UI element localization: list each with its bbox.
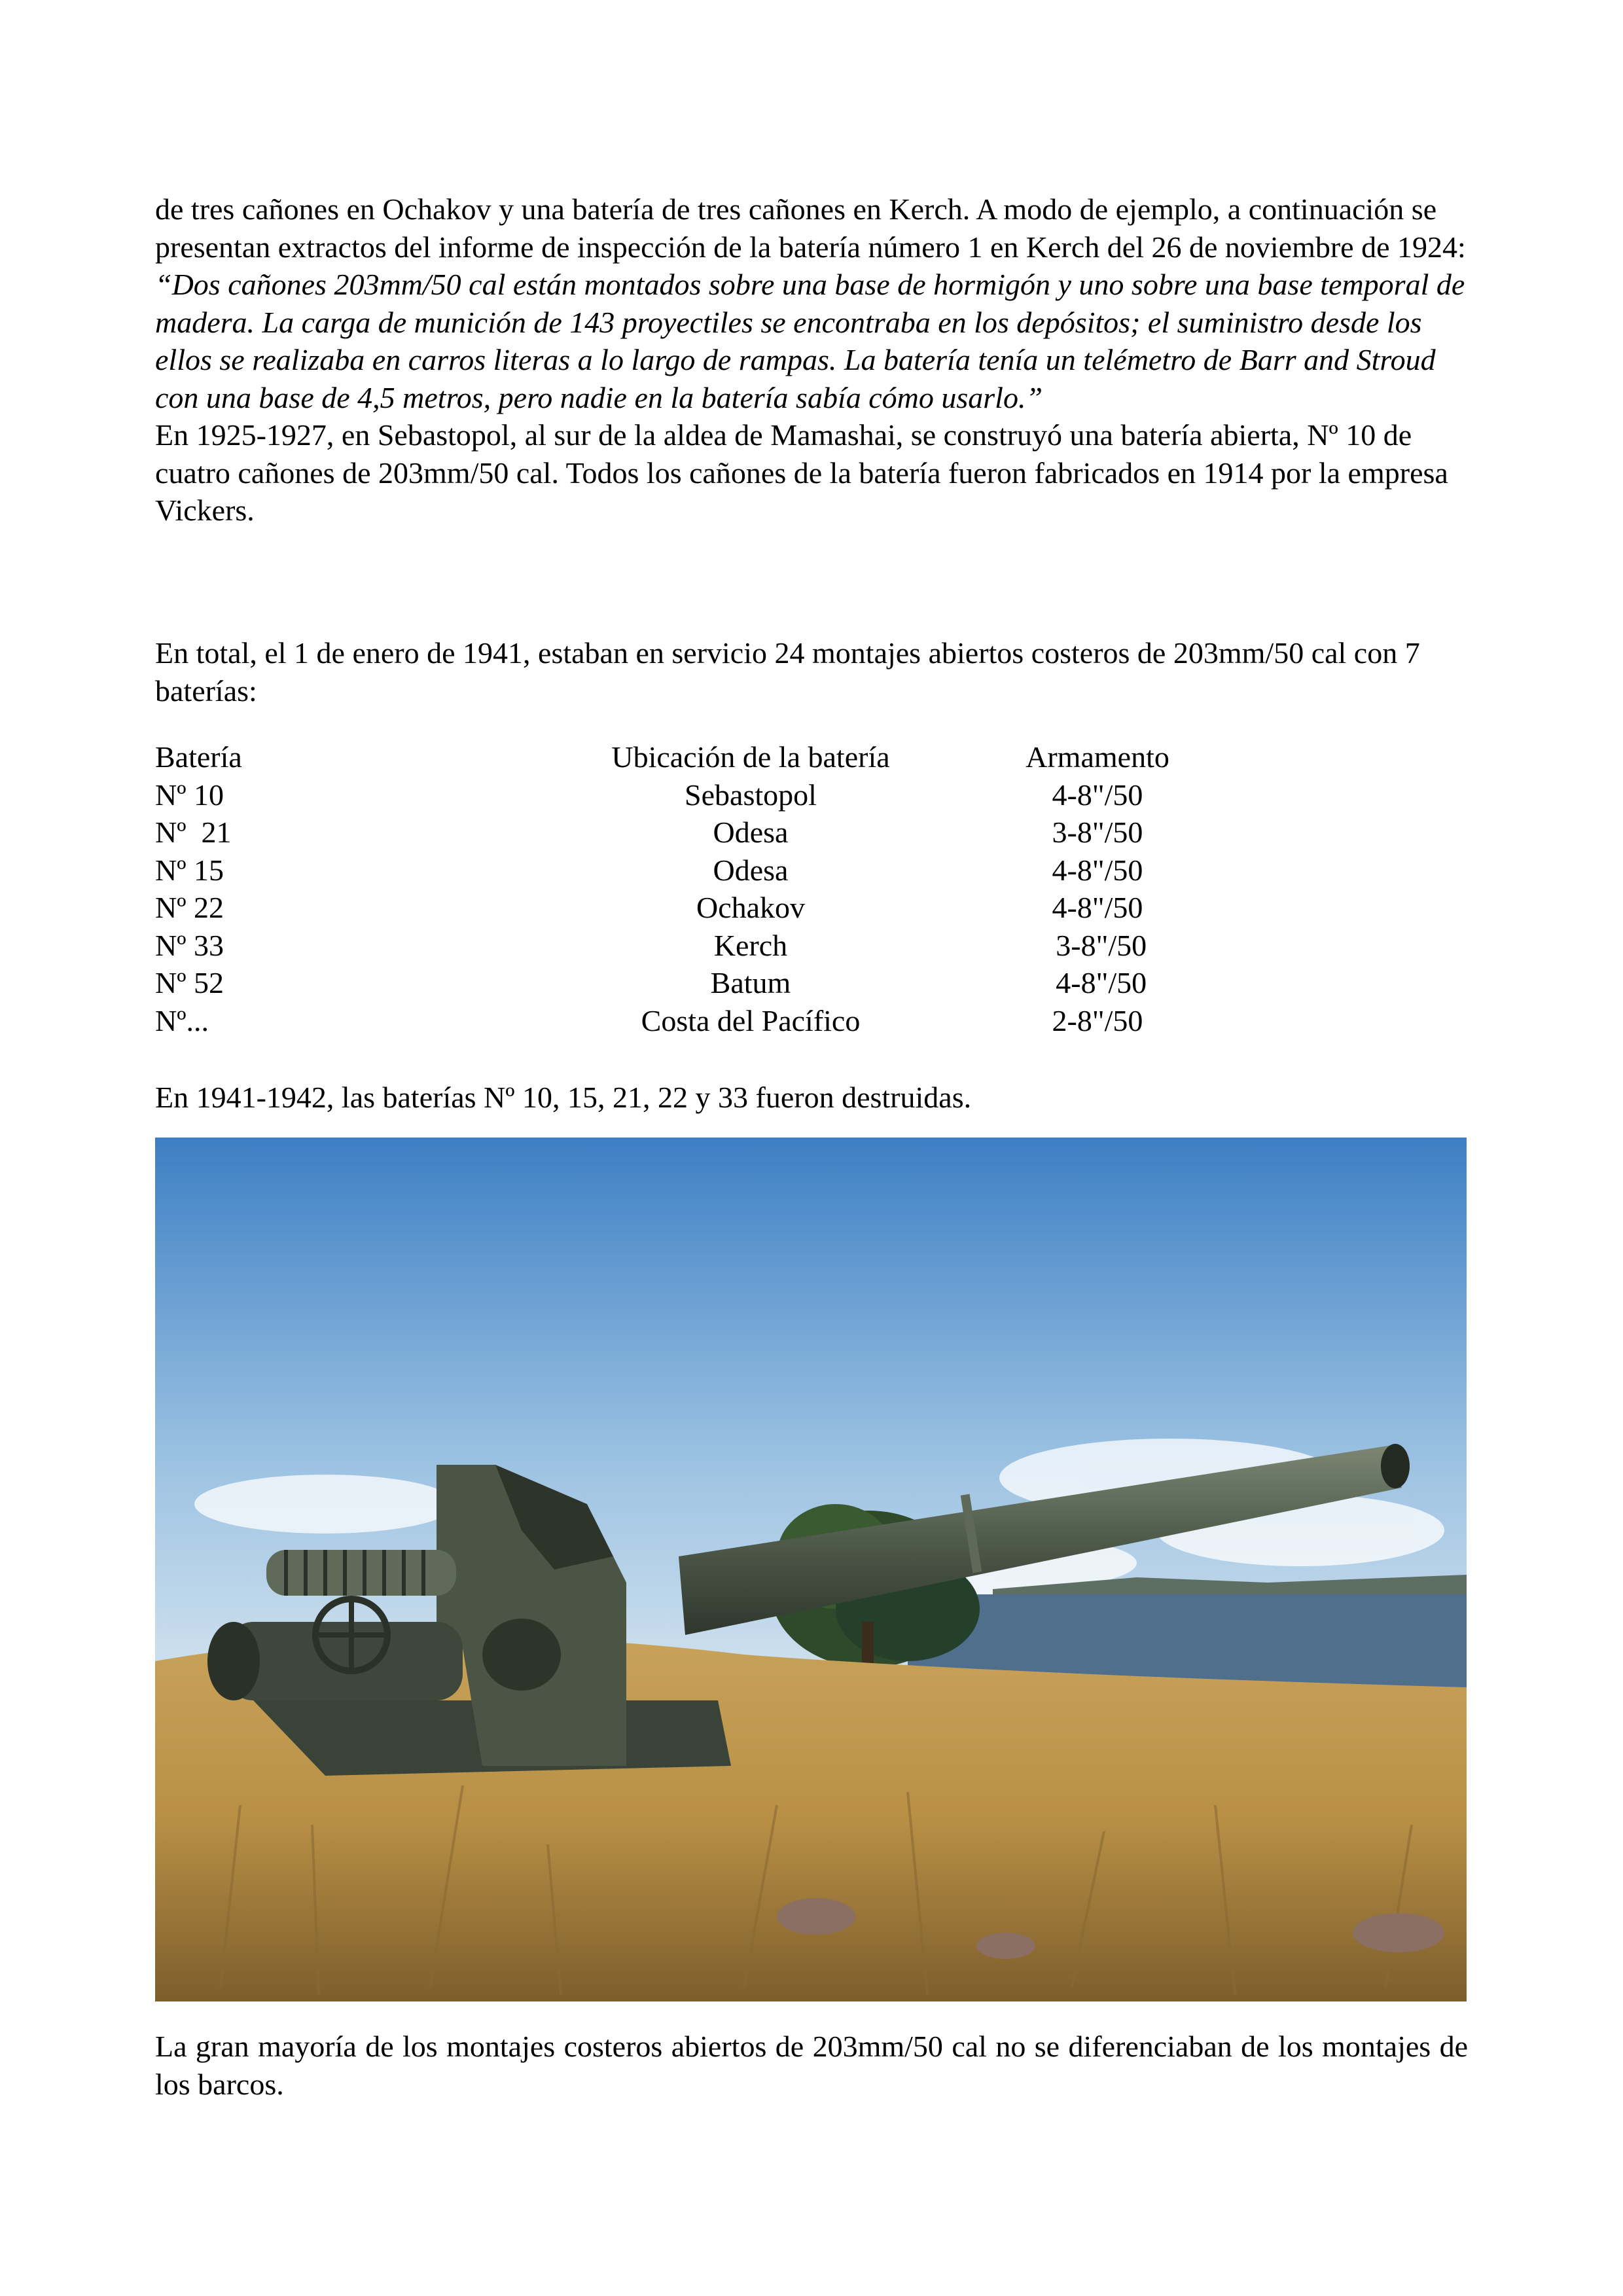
cell-bateria: Nº 33 bbox=[155, 928, 224, 962]
cell-armamento: 4-8"/50 bbox=[1052, 891, 1143, 924]
header-ubicacion: Ubicación de la batería bbox=[611, 740, 890, 774]
cell-bateria: Nº 22 bbox=[155, 891, 224, 924]
inspection-quote: “Dos cañones 203mm/50 cal están montados sobre una base de hormigón y uno sobre una base temporal de madera. La carga de munición de 143 proyectiles se encontraba en los depósitos; el suministro desde los ellos se realizaba en carros literas a lo largo de rampas. La batería tenía un telémetro de Barr and Stroud con una base de 4,5 metros, pero nadie en la batería sabía cómo usarlo.” bbox=[155, 268, 1465, 414]
cell-ubicacion: Odesa bbox=[713, 816, 789, 849]
table-row bbox=[155, 852, 1307, 889]
text-block-top bbox=[155, 190, 1468, 529]
table-header-row bbox=[155, 738, 1307, 776]
cell-ubicacion: Ochakov bbox=[696, 891, 806, 924]
paragraph-destroyed: En 1941-1942, las baterías Nº 10, 15, 21, 22 y 33 fueron destruidas. bbox=[155, 1081, 972, 1114]
table-row bbox=[155, 927, 1307, 965]
table-row bbox=[155, 776, 1307, 814]
cell-armamento: 2-8"/50 bbox=[1052, 1003, 1143, 1037]
paragraph-total: En total, el 1 de enero de 1941, estaban en servicio 24 montajes abiertos costeros de 203mm/50 cal con 7 baterías: bbox=[155, 636, 1420, 708]
photo-caption: La gran mayoría de los montajes costeros abiertos de 203mm/50 cal no se diferenciaban de los montajes de los barcos. bbox=[155, 2030, 1468, 2101]
table-row bbox=[155, 1002, 1307, 1040]
cell-armamento: 4-8"/50 bbox=[1052, 778, 1143, 812]
cell-ubicacion: Kerch bbox=[713, 928, 788, 962]
cell-ubicacion: Batum bbox=[710, 966, 791, 999]
table-row bbox=[155, 889, 1307, 927]
cell-armamento: 3-8"/50 bbox=[1052, 816, 1143, 849]
cell-ubicacion: Costa del Pacífico bbox=[641, 1003, 861, 1037]
coastal-gun-photo bbox=[155, 1138, 1467, 2001]
cell-bateria: Nº... bbox=[155, 1003, 209, 1037]
cell-bateria: Nº 10 bbox=[155, 778, 224, 812]
table-row bbox=[155, 814, 1307, 852]
cell-bateria: Nº 52 bbox=[155, 966, 224, 999]
cell-armamento: 4-8"/50 bbox=[1052, 853, 1143, 887]
paragraph-sebastopol: En 1925-1927, en Sebastopol, al sur de la aldea de Mamashai, se construyó una batería abierta, Nº 10 de cuatro cañones de 203mm/50 cal. Todos los cañones de la batería fueron fabricados en 1914 por la empresa Vickers. bbox=[155, 418, 1448, 527]
cell-ubicacion: Odesa bbox=[713, 853, 789, 887]
cell-ubicacion: Sebastopol bbox=[685, 778, 817, 812]
coastal-gun-illustration bbox=[155, 1138, 1467, 2001]
cell-bateria: Nº 21 bbox=[155, 816, 232, 849]
cell-bateria: Nº 15 bbox=[155, 853, 224, 887]
header-bateria: Batería bbox=[155, 740, 242, 774]
cell-armamento: 4-8"/50 bbox=[1048, 966, 1147, 999]
cell-armamento: 3-8"/50 bbox=[1048, 928, 1147, 962]
battery-table bbox=[155, 738, 1307, 1039]
table-row bbox=[155, 964, 1307, 1002]
header-armamento: Armamento bbox=[1026, 740, 1169, 774]
paragraph-intro: de tres cañones en Ochakov y una batería de tres cañones en Kerch. A modo de ejemplo, a continuación se presentan extractos del informe de inspección de la batería número 1 en Kerch del 26 de noviembre de 1924: bbox=[155, 192, 1466, 264]
